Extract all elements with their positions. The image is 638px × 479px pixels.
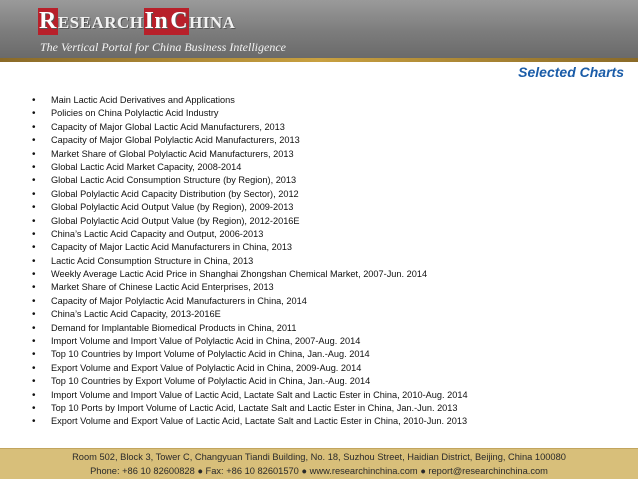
chart-list-item: • Global Polylactic Acid Output Value (by Region), 2012-2016E xyxy=(26,215,626,228)
footer-contact-line: Phone: +86 10 82600828 ● Fax: +86 10 82601570 ● www.researchinchina.com ● report@researchinchina.com xyxy=(90,466,548,476)
chart-list-item: • Global Lactic Acid Market Capacity, 2008-2014 xyxy=(26,161,626,174)
chart-list-item: • Capacity of Major Global Polylactic Acid Manufacturers, 2013 xyxy=(26,134,626,147)
chart-list-item: • China’s Lactic Acid Capacity, 2013-2016E xyxy=(26,308,626,321)
chart-list-item: • China’s Lactic Acid Capacity and Output, 2006-2013 xyxy=(26,228,626,241)
researchinchina-logo xyxy=(38,8,235,35)
selected-charts-list xyxy=(26,94,626,429)
chart-list-item: • Global Lactic Acid Consumption Structure (by Region), 2013 xyxy=(26,174,626,187)
chart-list-item: • Capacity of Major Polylactic Acid Manufacturers in China, 2014 xyxy=(26,295,626,308)
chart-list-item: • Import Volume and Import Value of Polylactic Acid in China, 2007-Aug. 2014 xyxy=(26,335,626,348)
chart-list-item: • Lactic Acid Consumption Structure in China, 2013 xyxy=(26,255,626,268)
footer-contact-bar xyxy=(0,448,638,479)
chart-list-item: • Capacity of Major Lactic Acid Manufacturers in China, 2013 xyxy=(26,241,626,254)
chart-list-item: • Export Volume and Export Value of Polylactic Acid in China, 2009-Aug. 2014 xyxy=(26,362,626,375)
chart-list-item: • Top 10 Countries by Import Volume of Polylactic Acid in China, Jan.-Aug. 2014 xyxy=(26,348,626,361)
header-banner xyxy=(0,0,638,58)
chart-list-item: • Capacity of Major Global Lactic Acid Manufacturers, 2013 xyxy=(26,121,626,134)
chart-list-item: • Policies on China Polylactic Acid Industry xyxy=(26,107,626,120)
chart-list-item: • Export Volume and Export Value of Lactic Acid, Lactate Salt and Lactic Ester in China, 2010-Jun. 2013 xyxy=(26,415,626,428)
logo-word-in: In xyxy=(144,8,169,34)
chart-list-item: • Top 10 Ports by Import Volume of Lactic Acid, Lactate Salt and Lactic Ester in China, Jan.-Jun. 2013 xyxy=(26,402,626,415)
chart-list-item: • Top 10 Countries by Export Volume of Polylactic Acid in China, Jan.-Aug. 2014 xyxy=(26,375,626,388)
chart-list-item: • Main Lactic Acid Derivatives and Applications xyxy=(26,94,626,107)
chart-list-item: • Global Polylactic Acid Capacity Distribution (by Sector), 2012 xyxy=(26,188,626,201)
chart-list-item: • Weekly Average Lactic Acid Price in Shanghai Zhongshan Chemical Market, 2007-Jun. 2014 xyxy=(26,268,626,281)
chart-list-item: • Import Volume and Import Value of Lactic Acid, Lactate Salt and Lactic Ester in China, 2010-Aug. 2014 xyxy=(26,389,626,402)
logo-word-hina: HINA xyxy=(189,13,236,32)
chart-list-item: • Global Polylactic Acid Output Value (by Region), 2009-2013 xyxy=(26,201,626,214)
chart-list-item: • Market Share of Global Polylactic Acid Manufacturers, 2013 xyxy=(26,148,626,161)
header-tagline: The Vertical Portal for China Business Intelligence xyxy=(40,40,286,54)
section-title: Selected Charts xyxy=(518,64,624,80)
footer-address: Room 502, Block 3, Tower C, Changyuan Tiandi Building, No. 18, Suzhou Street, Haidian District, Beijing, China 100080 xyxy=(72,452,566,462)
chart-list-item: • Market Share of Chinese Lactic Acid Enterprises, 2013 xyxy=(26,281,626,294)
logo-letter-r: R xyxy=(39,8,57,34)
logo-word-esearch: ESEARCH xyxy=(57,13,144,32)
chart-list-item: • Demand for Implantable Biomedical Products in China, 2011 xyxy=(26,322,626,335)
header-gold-rule xyxy=(0,58,638,62)
logo-letter-c: C xyxy=(170,8,189,34)
